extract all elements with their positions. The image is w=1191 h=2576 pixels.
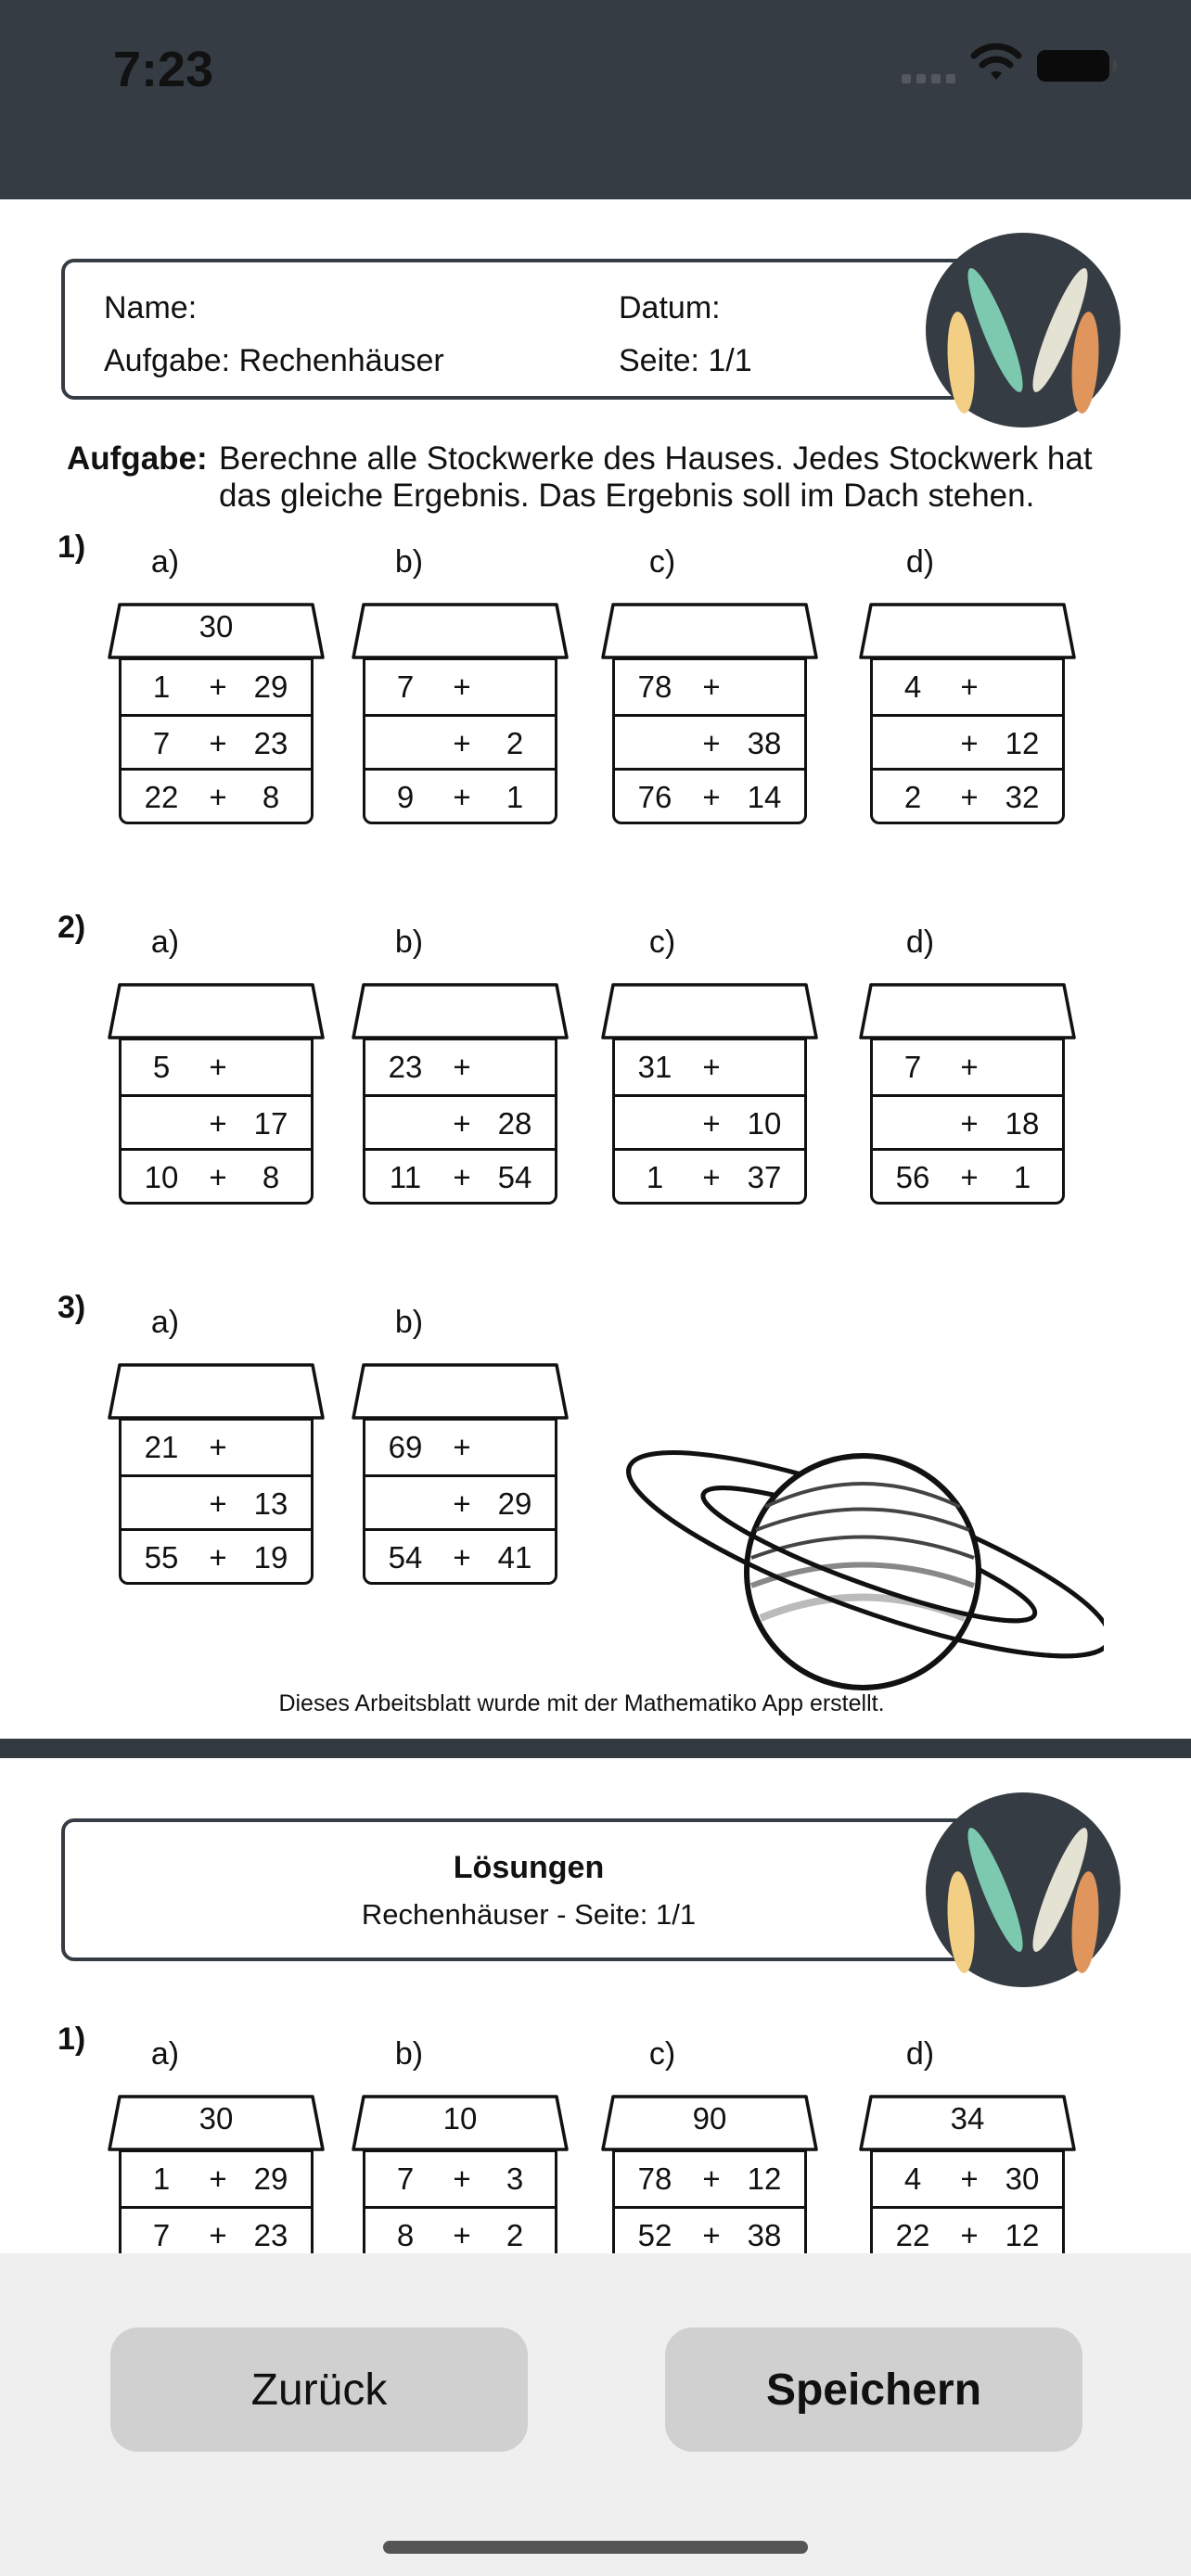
floor-number: 8 [396, 2218, 415, 2252]
operator: + [453, 1430, 471, 1464]
operator: + [209, 2218, 227, 2252]
floor-number: 2 [506, 726, 524, 760]
house-floors [119, 1418, 314, 1585]
task-title: Aufgabe: Rechenhäuser [104, 343, 444, 378]
operator: + [960, 2218, 979, 2252]
date-label: Datum: [619, 290, 721, 325]
house-label: b) [394, 925, 424, 960]
roof-value: 34 [950, 2101, 985, 2136]
house-floor [615, 1040, 804, 1094]
saturn-illustration [594, 1340, 1104, 1739]
floor-number: 23 [253, 2218, 288, 2252]
house-floor [122, 768, 311, 822]
page-divider [0, 1739, 1191, 1758]
task-text: Berechne alle Stockwerke des Hauses. Jedes Stockwerk hat das gleiche Ergebnis. Das Ergebnis soll im Dach stehen. [219, 440, 1093, 514]
operator: + [209, 1106, 227, 1141]
floor-number: 17 [253, 1106, 288, 1141]
exercise-number: 1) [58, 2021, 86, 2057]
operator: + [453, 780, 471, 814]
house-label: a) [150, 1305, 180, 1340]
operator: + [702, 1050, 721, 1084]
floor-number: 78 [637, 2162, 672, 2196]
house-floor [615, 2152, 804, 2206]
floor-number: 38 [747, 726, 782, 760]
floor-number: 1 [152, 2162, 171, 2196]
operator: + [453, 1160, 471, 1194]
house-floors [612, 2149, 807, 2259]
house-label: a) [150, 544, 180, 580]
name-label: Name: [104, 290, 198, 325]
floor-number: 55 [144, 1540, 179, 1575]
house-floor [873, 714, 1062, 768]
house-floors [612, 657, 807, 824]
floor-number: 22 [895, 2218, 930, 2252]
house-floor [122, 1148, 311, 1202]
operator: + [209, 670, 227, 704]
cellular-signal-icon [902, 74, 959, 87]
floor-number: 12 [1005, 2218, 1040, 2252]
floor-number: 19 [253, 1540, 288, 1575]
house-label: a) [150, 925, 180, 960]
house-roof [107, 1362, 326, 1420]
roof-value: 90 [692, 2101, 727, 2136]
floor-number: 4 [903, 670, 922, 704]
house-floor [122, 1528, 311, 1582]
house-floor [873, 768, 1062, 822]
home-indicator[interactable] [383, 2541, 808, 2554]
floor-number: 37 [747, 1160, 782, 1194]
operator: + [209, 1486, 227, 1521]
house-label: c) [648, 925, 676, 960]
operator: + [702, 1160, 721, 1194]
house-floor [365, 1094, 555, 1148]
operator: + [453, 2162, 471, 2196]
house-floors [119, 657, 314, 824]
house-floor [365, 1421, 555, 1474]
floor-number: 23 [253, 726, 288, 760]
floor-number: 38 [747, 2218, 782, 2252]
floor-number: 30 [1005, 2162, 1040, 2196]
house-floor [365, 714, 555, 768]
floor-number: 54 [497, 1160, 532, 1194]
operator: + [960, 670, 979, 704]
floor-number: 78 [637, 670, 672, 704]
house-floors [363, 1038, 557, 1205]
floor-number: 18 [1005, 1106, 1040, 1141]
floor-number: 56 [895, 1160, 930, 1194]
floor-number: 1 [506, 780, 524, 814]
floor-number: 1 [646, 1160, 664, 1194]
house-floors [870, 2149, 1065, 2259]
floor-number: 12 [747, 2162, 782, 2196]
house-roof [600, 982, 819, 1039]
house-roof [858, 982, 1077, 1039]
house-label: d) [905, 925, 935, 960]
house-floor [122, 2152, 311, 2206]
operator: + [960, 1106, 979, 1141]
task-label: Aufgabe: [67, 440, 208, 477]
house-floor [615, 660, 804, 714]
operator: + [209, 1540, 227, 1575]
floor-number: 13 [253, 1486, 288, 1521]
house-floor [615, 2206, 804, 2259]
bottom-action-bar [0, 2253, 1191, 2576]
house-floor [122, 2206, 311, 2259]
solutions-title: Lösungen [453, 1850, 605, 1885]
mathematiko-logo [926, 1792, 1121, 1987]
operator: + [702, 726, 721, 760]
floor-number: 7 [903, 1050, 922, 1084]
house-floor [365, 1474, 555, 1528]
house-floor [873, 2206, 1062, 2259]
house-floor [365, 1040, 555, 1094]
operator: + [453, 726, 471, 760]
solutions-header-box [61, 1818, 989, 1961]
house-floor [873, 1040, 1062, 1094]
house-floor [122, 1094, 311, 1148]
house-floors [612, 1038, 807, 1205]
house-floor [365, 1148, 555, 1202]
floor-number: 28 [497, 1106, 532, 1141]
house-roof [107, 982, 326, 1039]
operator: + [702, 780, 721, 814]
worksheet-header-box [61, 259, 989, 400]
house-floors [363, 2149, 557, 2259]
operator: + [453, 670, 471, 704]
house-label: c) [648, 2036, 676, 2072]
house-floor [365, 2206, 555, 2259]
floor-number: 29 [253, 670, 288, 704]
floor-number: 9 [396, 780, 415, 814]
house-floor [615, 1148, 804, 1202]
operator: + [453, 1486, 471, 1521]
battery-icon [1037, 50, 1109, 82]
floor-number: 31 [637, 1050, 672, 1084]
house-roof [351, 1362, 570, 1420]
house-label: d) [905, 544, 935, 580]
house-label: d) [905, 2036, 935, 2072]
floor-number: 29 [497, 1486, 532, 1521]
floor-number: 7 [152, 726, 171, 760]
floor-number: 76 [637, 780, 672, 814]
floor-number: 1 [1013, 1160, 1031, 1194]
house-floor [365, 768, 555, 822]
house-floor [122, 1040, 311, 1094]
page-number: Seite: 1/1 [619, 343, 752, 378]
back-button[interactable]: Zurück [110, 2327, 528, 2452]
wifi-icon [970, 43, 1022, 83]
house-floor [122, 660, 311, 714]
floor-number: 8 [262, 1160, 280, 1194]
house-floors [870, 657, 1065, 824]
floor-number: 2 [903, 780, 922, 814]
floor-number: 2 [506, 2218, 524, 2252]
house-floor [615, 768, 804, 822]
operator: + [209, 1430, 227, 1464]
floor-number: 7 [152, 2218, 171, 2252]
floor-number: 54 [388, 1540, 423, 1575]
floor-number: 7 [396, 670, 415, 704]
floor-number: 21 [144, 1430, 179, 1464]
house-roof [351, 602, 570, 659]
house-floor [122, 714, 311, 768]
house-floors [363, 657, 557, 824]
operator: + [453, 1106, 471, 1141]
floor-number: 41 [497, 1540, 532, 1575]
house-floor [615, 714, 804, 768]
operator: + [209, 780, 227, 814]
house-floor [365, 2152, 555, 2206]
operator: + [702, 2162, 721, 2196]
floor-number: 12 [1005, 726, 1040, 760]
operator: + [453, 1540, 471, 1575]
roof-value: 30 [198, 609, 234, 644]
floor-number: 32 [1005, 780, 1040, 814]
operator: + [960, 1160, 979, 1194]
floor-number: 3 [506, 2162, 524, 2196]
house-floors [870, 1038, 1065, 1205]
house-floor [615, 1094, 804, 1148]
floor-number: 1 [152, 670, 171, 704]
house-floor [365, 1528, 555, 1582]
floor-number: 69 [388, 1430, 423, 1464]
roof-value: 10 [442, 2101, 478, 2136]
solutions-subtitle: Rechenhäuser - Seite: 1/1 [361, 1898, 697, 1931]
house-floors [363, 1418, 557, 1585]
house-label: c) [648, 544, 676, 580]
floor-number: 52 [637, 2218, 672, 2252]
worksheet-page[interactable] [0, 199, 1191, 1739]
floor-number: 11 [389, 1160, 422, 1194]
house-floor [873, 660, 1062, 714]
house-roof [600, 602, 819, 659]
floor-number: 22 [144, 780, 179, 814]
floor-number: 23 [388, 1050, 423, 1084]
operator: + [209, 726, 227, 760]
operator: + [209, 2162, 227, 2196]
exercise-number: 2) [58, 910, 86, 945]
solutions-page[interactable] [0, 1758, 1191, 2259]
exercise-number: 1) [58, 529, 86, 565]
house-label: a) [150, 2036, 180, 2072]
mathematiko-logo [926, 233, 1121, 427]
house-floor [873, 1148, 1062, 1202]
save-button[interactable]: Speichern [665, 2327, 1082, 2452]
house-roof [351, 982, 570, 1039]
status-time: 7:23 [113, 42, 214, 97]
exercise-number: 3) [58, 1290, 86, 1325]
operator: + [960, 1050, 979, 1084]
operator: + [702, 1106, 721, 1141]
house-floor [873, 2152, 1062, 2206]
house-floor [365, 660, 555, 714]
floor-number: 4 [903, 2162, 922, 2196]
floor-number: 7 [396, 2162, 415, 2196]
roof-value: 30 [198, 2101, 234, 2136]
operator: + [453, 1050, 471, 1084]
floor-number: 14 [747, 780, 782, 814]
house-roof [858, 602, 1077, 659]
house-label: b) [394, 2036, 424, 2072]
status-bar [0, 0, 1191, 199]
floor-number: 10 [747, 1106, 782, 1141]
operator: + [960, 2162, 979, 2196]
operator: + [960, 726, 979, 760]
operator: + [702, 670, 721, 704]
house-floor [122, 1421, 311, 1474]
floor-number: 5 [152, 1050, 171, 1084]
operator: + [209, 1050, 227, 1084]
operator: + [453, 2218, 471, 2252]
operator: + [209, 1160, 227, 1194]
floor-number: 10 [144, 1160, 179, 1194]
floor-number: 8 [262, 780, 280, 814]
operator: + [702, 2218, 721, 2252]
house-label: b) [394, 1305, 424, 1340]
house-floors [119, 1038, 314, 1205]
house-label: b) [394, 544, 424, 580]
operator: + [960, 780, 979, 814]
floor-number: 29 [253, 2162, 288, 2196]
house-floor [873, 1094, 1062, 1148]
house-floor [122, 1474, 311, 1528]
house-floors [119, 2149, 314, 2259]
worksheet-footer: Dieses Arbeitsblatt wurde mit der Mathematiko App erstellt. [278, 1690, 885, 1716]
